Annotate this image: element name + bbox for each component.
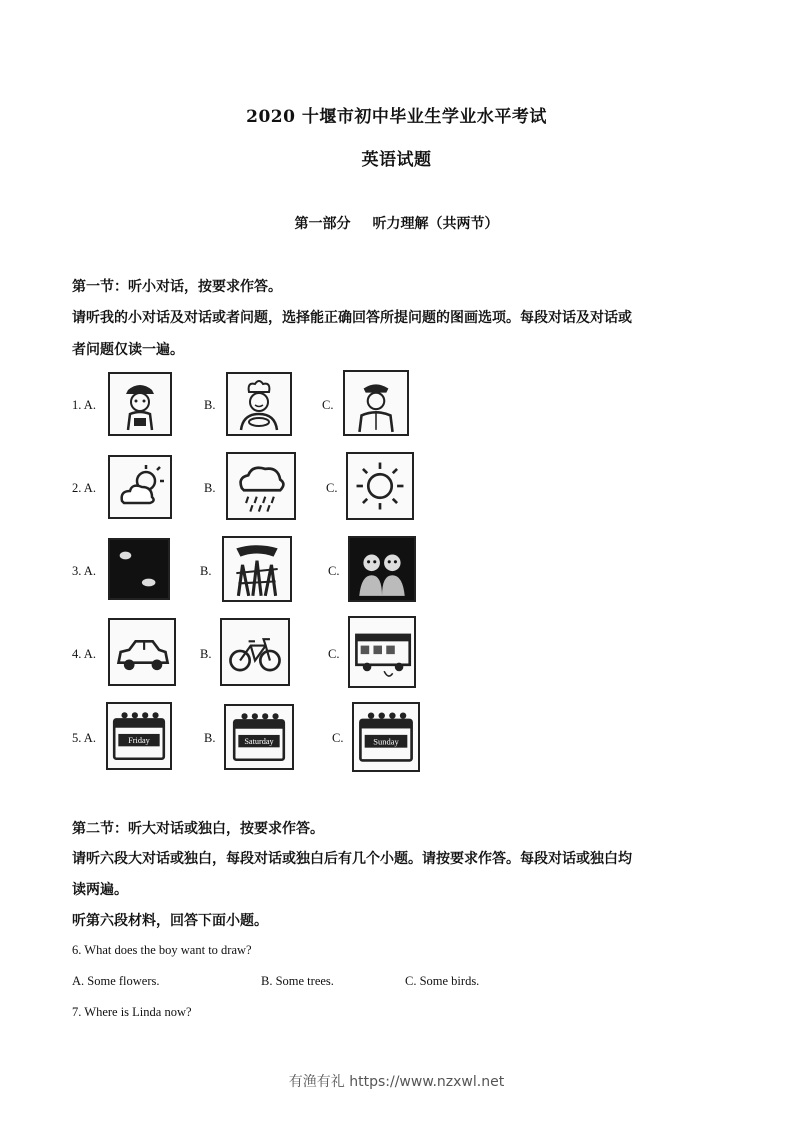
svg-text:Friday: Friday (128, 736, 150, 746)
dancing-figures-picture[interactable] (222, 536, 292, 602)
q6-option-b[interactable]: B. Some trees. (261, 974, 334, 988)
q2-option-a-label: 2. A. (72, 481, 96, 495)
q2-option-c-label: C. (326, 481, 338, 495)
material-six-heading: 听第六段材料，回答下面小题。 (72, 913, 268, 929)
q6-option-a[interactable]: A. Some flowers. (72, 974, 160, 988)
car-picture[interactable] (108, 618, 176, 686)
exam-subtitle: 英语试题 (361, 150, 432, 170)
rainy-icon (228, 454, 294, 518)
q5-option-b-label: B. (204, 731, 216, 745)
section-one-heading: 第一节：听小对话，按要求作答。 (72, 279, 282, 295)
question-6: 6. What does the boy want to draw? (72, 943, 252, 957)
sunny-picture[interactable] (346, 452, 414, 520)
boy-with-cap-picture[interactable] (108, 372, 172, 436)
part-one-description: 听力理解（共两节） (372, 216, 499, 232)
part-one-label: 第一部分 (294, 216, 351, 232)
part-one-title (0, 213, 793, 233)
calendar-friday-icon (108, 704, 170, 768)
q1-option-c-label: C. (322, 398, 334, 412)
two-people-icon (350, 538, 414, 600)
bus-picture[interactable] (348, 616, 416, 688)
rainy-picture[interactable] (226, 452, 296, 520)
q4-option-c-label: C. (328, 647, 340, 661)
q1-option-a-label: 1. A. (72, 398, 96, 412)
section-two-heading: 第二节：听大对话或独白，按要求作答。 (72, 821, 324, 837)
q5-option-c-label: C. (332, 731, 344, 745)
partly-cloudy-icon (110, 457, 170, 517)
q3-option-a-label: 3. A. (72, 564, 96, 578)
q3-option-b-label: B. (200, 564, 212, 578)
q6-option-c[interactable]: C. Some birds. (405, 974, 480, 988)
police-officer-picture[interactable] (343, 370, 409, 436)
bicycle-icon (222, 620, 288, 684)
dark-scene-icon (110, 540, 168, 598)
section-two-instruction-line1: 请听六段大对话或独白，每段对话或独白后有几个小题。请按要求作答。每段对话或独白均 (72, 851, 632, 867)
section-two-instruction-line2: 读两遍。 (72, 882, 128, 898)
calendar-sunday-icon (354, 704, 418, 770)
svg-text:Saturday: Saturday (244, 737, 274, 747)
q5-option-a-label: 5. A. (72, 731, 96, 745)
section-one-instruction-line1: 请听我的小对话及对话或者问题，选择能正确回答所提问题的图画选项。每段对话及对话或 (72, 310, 632, 326)
sunny-icon (348, 454, 412, 518)
chef-icon (228, 374, 290, 434)
two-people-picture[interactable] (348, 536, 416, 602)
calendar-saturday-picture[interactable] (224, 704, 294, 770)
dark-scene-picture[interactable] (108, 538, 170, 600)
car-icon (110, 620, 174, 684)
q3-option-c-label: C. (328, 564, 340, 578)
calendar-friday-picture[interactable] (106, 702, 172, 770)
calendar-saturday-icon (226, 706, 292, 768)
bus-icon (350, 618, 414, 686)
calendar-sunday-picture[interactable] (352, 702, 420, 772)
exam-title: 2020 十堰市初中毕业生学业水平考试 (246, 107, 547, 127)
q4-option-a-label: 4. A. (72, 647, 96, 661)
q4-option-b-label: B. (200, 647, 212, 661)
bicycle-picture[interactable] (220, 618, 290, 686)
q2-option-b-label: B. (204, 481, 216, 495)
partly-cloudy-picture[interactable] (108, 455, 172, 519)
boy-with-cap-icon (110, 374, 170, 434)
svg-text:Sunday: Sunday (373, 736, 399, 747)
question-7: 7. Where is Linda now? (72, 1005, 192, 1019)
q1-option-b-label: B. (204, 398, 216, 412)
dancing-figures-icon (224, 538, 290, 600)
section-one-instruction-line2: 者问题仅读一遍。 (72, 342, 184, 358)
footer-watermark: 有渔有礼 https://www.nzxwl.net (288, 1074, 505, 1090)
police-officer-icon (345, 372, 407, 434)
chef-picture[interactable] (226, 372, 292, 436)
